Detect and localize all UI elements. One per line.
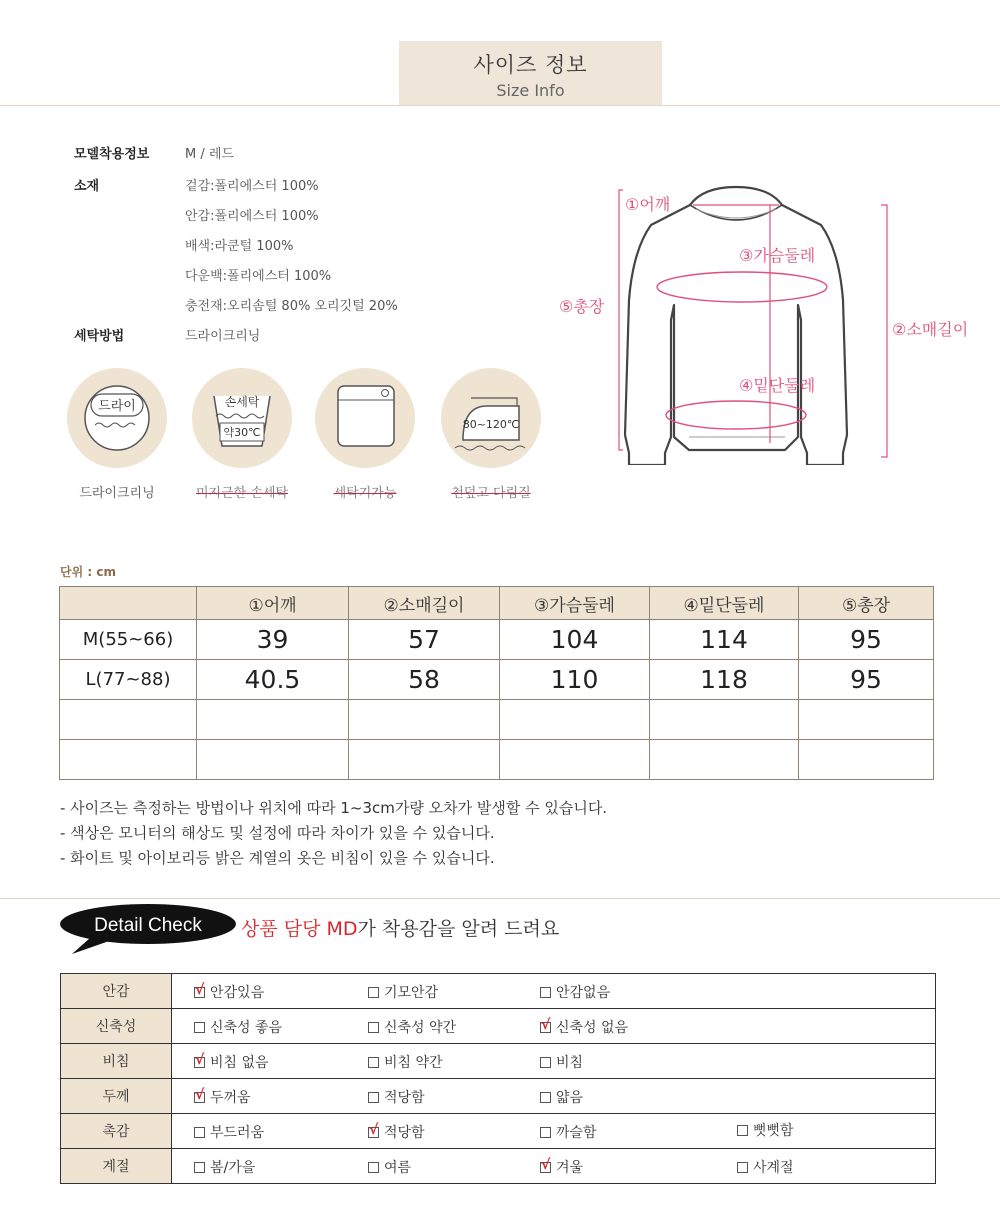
check-row-lining (61, 974, 936, 1009)
checkbox-checked (540, 1162, 551, 1173)
table-cell (349, 700, 500, 740)
option-sheer-none: √ 비침 없음 (194, 1052, 269, 1072)
table-cell (197, 700, 349, 740)
detail-check-title-highlight: 상품 담당 MD (241, 918, 358, 940)
detail-check-badge (60, 904, 238, 948)
checkbox (194, 1127, 205, 1138)
detail-check-table (60, 973, 936, 1184)
info-key: 모델착용정보 (74, 147, 150, 162)
checkbox (194, 1162, 205, 1173)
care-label: 미지근한 손세탁 (195, 486, 289, 501)
care-item-washing-machine (315, 368, 415, 501)
hand-wash-icon (192, 368, 292, 468)
info-value: M / 레드 (185, 147, 234, 162)
option-season-spring-fall: 봄/가을 (194, 1157, 255, 1177)
table-cell: 104 (500, 620, 650, 660)
detail-check-title-rest: 가 착용감을 알려 드려요 (357, 918, 560, 940)
table-row (60, 700, 934, 740)
divider (0, 898, 1000, 899)
size-info-header (399, 41, 662, 105)
care-item-iron (441, 368, 541, 501)
table-row (60, 660, 934, 700)
check-row-stretch (61, 1009, 936, 1044)
table-row (60, 740, 934, 780)
checkbox (737, 1162, 748, 1173)
note-line: - 색상은 모니터의 해상도 및 설정에 따라 차이가 있을 수 있습니다. (60, 824, 495, 842)
header-cell: ④밑단둘레 (650, 587, 799, 620)
care-icon-text: 손세탁 (224, 395, 260, 409)
option-texture-rough: 까슬함 (540, 1122, 597, 1142)
diagram-label-sleeve: ②소매길이 (892, 320, 969, 339)
checkbox (540, 987, 551, 998)
care-item-dry-clean (67, 368, 167, 501)
option-texture-soft: 부드러움 (194, 1122, 264, 1142)
care-label: 드라이크리닝 (79, 486, 155, 501)
option-thickness-thin: 얇음 (540, 1087, 583, 1107)
care-label: 천덮고 다림질 (451, 486, 531, 501)
care-item-hand-wash (192, 368, 292, 501)
checkbox (368, 1092, 379, 1103)
table-cell: 114 (650, 620, 799, 660)
option-lining-none: 안감없음 (540, 982, 610, 1002)
check-row-label: 신축성 (61, 1009, 172, 1044)
check-row-label: 비침 (61, 1044, 172, 1079)
table-cell (500, 700, 650, 740)
care-label: 세탁기가능 (333, 486, 397, 501)
option-stretch-none: √ 신축성 없음 (540, 1017, 628, 1037)
table-cell (650, 740, 799, 780)
diagram-label-hem: ④밑단둘레 (739, 376, 816, 395)
check-row-thickness (61, 1079, 936, 1114)
info-value: 다운백:폴리에스터 100% (185, 269, 332, 284)
header-cell: ②소매길이 (349, 587, 500, 620)
diagram-label-length: ⑤총장 (559, 297, 605, 316)
checkbox (540, 1057, 551, 1068)
header-cell (60, 587, 197, 620)
unit-label: 단위 : cm (60, 565, 116, 579)
diagram-label-shoulder: ①어깨 (625, 195, 671, 214)
size-label-cell: M(55~66) (60, 620, 197, 660)
checkbox (368, 1057, 379, 1068)
detail-check-title (241, 914, 559, 941)
option-stretch-slight: 신축성 약간 (368, 1017, 456, 1037)
option-season-all: 사계절 (737, 1157, 794, 1177)
table-cell (349, 740, 500, 780)
checkbox (737, 1125, 748, 1136)
detail-check-text: Detail Check (94, 915, 202, 936)
checkbox (368, 1162, 379, 1173)
checkbox-checked (194, 987, 205, 998)
note-line: - 사이즈는 측정하는 방법이나 위치에 따라 1~3cm가량 오차가 발생할 수 있습니다. (60, 799, 608, 817)
checkbox (540, 1127, 551, 1138)
table-cell (799, 740, 934, 780)
check-row-sheer (61, 1044, 936, 1079)
option-lining-fleece: 기모안감 (368, 982, 438, 1002)
table-cell (650, 700, 799, 740)
table-cell: 40.5 (197, 660, 349, 700)
option-thickness-thick: √ 두꺼움 (194, 1087, 251, 1107)
header-cell: ③가슴둘레 (500, 587, 650, 620)
check-row-label: 안감 (61, 974, 172, 1009)
checkbox-checked (540, 1022, 551, 1033)
checkbox (194, 1022, 205, 1033)
dry-clean-icon (67, 368, 167, 468)
info-value: 배색:라쿤털 100% (185, 239, 294, 254)
option-texture-stiff: 뻣뻣함 (737, 1120, 794, 1140)
option-lining-yes: √ 안감있음 (194, 982, 264, 1002)
checkbox-checked (194, 1092, 205, 1103)
checkbox-checked (194, 1057, 205, 1068)
size-label-cell (60, 740, 197, 780)
check-row-season (61, 1149, 936, 1184)
page-subtitle: Size Info (496, 81, 565, 100)
table-cell: 39 (197, 620, 349, 660)
option-texture-medium: √ 적당함 (368, 1122, 425, 1142)
header-cell: ⑤총장 (799, 587, 934, 620)
care-icon-text: 약30℃ (223, 426, 261, 439)
size-label-cell: L(77~88) (60, 660, 197, 700)
check-row-label: 계절 (61, 1149, 172, 1184)
option-stretch-good: 신축성 좋음 (194, 1017, 282, 1037)
checkbox-checked (368, 1127, 379, 1138)
info-value: 안감:폴리에스터 100% (185, 209, 319, 224)
checkbox (540, 1092, 551, 1103)
diagram-label-chest: ③가슴둘레 (739, 246, 816, 265)
size-table (59, 586, 934, 780)
checkbox (368, 1022, 379, 1033)
option-sheer-slight: 비침 약간 (368, 1052, 443, 1072)
header-cell: ①어깨 (197, 587, 349, 620)
check-row-label: 두께 (61, 1079, 172, 1114)
table-cell (197, 740, 349, 780)
care-icon-text: 드라이 (98, 399, 136, 414)
checkbox (368, 987, 379, 998)
info-value: 드라이크리닝 (185, 329, 261, 344)
garment-diagram (553, 175, 990, 465)
washing-machine-icon (315, 368, 415, 468)
divider (0, 105, 1000, 106)
table-cell (500, 740, 650, 780)
table-cell: 58 (349, 660, 500, 700)
option-sheer-yes: 비침 (540, 1052, 583, 1072)
table-cell: 118 (650, 660, 799, 700)
table-cell: 57 (349, 620, 500, 660)
size-label-cell (60, 700, 197, 740)
table-row (60, 620, 934, 660)
table-cell: 95 (799, 660, 934, 700)
iron-icon (441, 368, 541, 468)
option-thickness-medium: 적당함 (368, 1087, 425, 1107)
info-key: 소재 (74, 179, 100, 194)
table-cell: 110 (500, 660, 650, 700)
care-icon-text: 80~120℃ (462, 418, 520, 431)
option-season-summer: 여름 (368, 1157, 411, 1177)
check-row-texture (61, 1114, 936, 1149)
table-cell: 95 (799, 620, 934, 660)
table-cell (799, 700, 934, 740)
option-season-winter: √ 겨울 (540, 1157, 583, 1177)
info-key: 세탁방법 (74, 329, 125, 344)
info-value: 충전재:오리솜털 80% 오리깃털 20% (185, 299, 398, 314)
check-row-label: 촉감 (61, 1114, 172, 1149)
note-line: - 화이트 및 아이보리등 밝은 계열의 옷은 비침이 있을 수 있습니다. (60, 849, 495, 867)
size-notes (60, 796, 607, 871)
page-title: 사이즈 정보 (473, 53, 588, 77)
info-value: 겉감:폴리에스터 100% (185, 179, 319, 194)
table-header-row (60, 587, 934, 620)
